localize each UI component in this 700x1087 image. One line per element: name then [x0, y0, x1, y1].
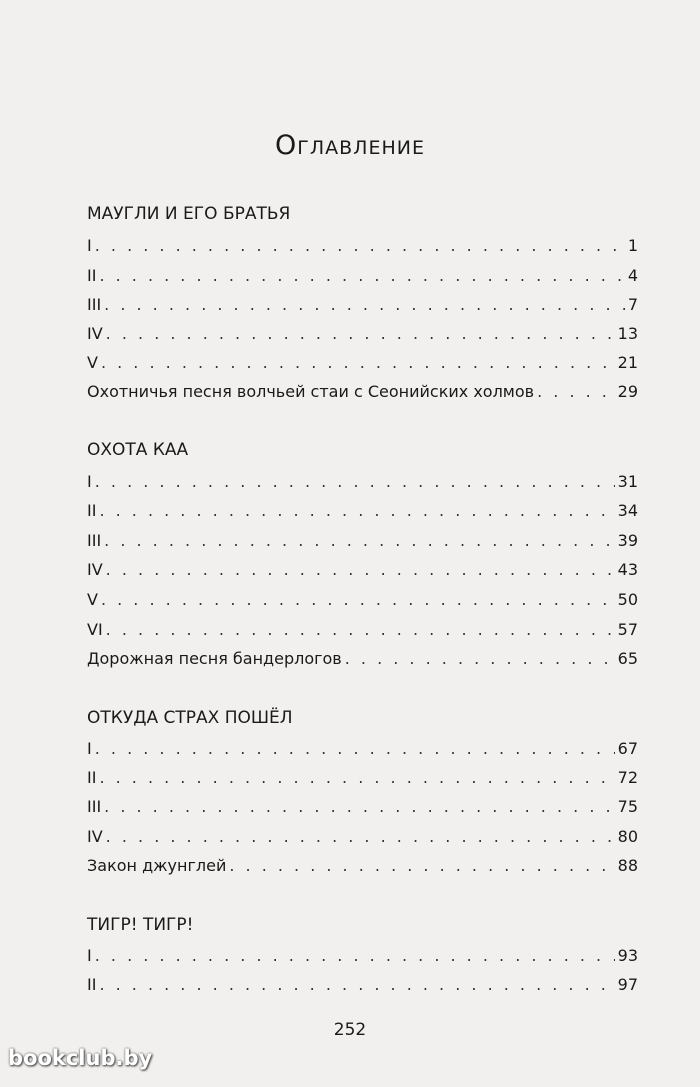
leader-dots — [537, 379, 615, 405]
entry-label: II — [87, 266, 97, 285]
entry-label: I — [87, 739, 92, 758]
leader-dots — [99, 972, 614, 998]
leader-dots — [95, 943, 615, 969]
entry-label: I — [87, 946, 92, 965]
entry-page: 1 — [627, 236, 638, 255]
toc-entry — [87, 853, 638, 879]
toc-entry — [87, 824, 638, 850]
entry-page: 50 — [617, 590, 638, 609]
leader-dots — [99, 498, 614, 524]
leader-dots — [104, 528, 614, 554]
entry-label: Дорожная песня бандерлогов — [87, 649, 342, 668]
entry-label: VI — [87, 620, 103, 639]
leader-dots — [106, 617, 615, 643]
toc-entry — [87, 469, 638, 495]
entry-page: 93 — [617, 946, 638, 965]
toc-entry — [87, 292, 638, 318]
section-title: МАУГЛИ И ЕГО БРАТЬЯ — [87, 204, 291, 224]
entry-page: 29 — [617, 382, 638, 401]
entry-label: IV — [87, 827, 103, 846]
page-number: 252 — [333, 1020, 367, 1040]
entry-page: 67 — [617, 739, 638, 758]
leader-dots — [345, 646, 615, 672]
entry-page: 21 — [617, 353, 638, 372]
toc-entry — [87, 587, 638, 613]
leader-dots — [99, 263, 624, 289]
entry-page: 4 — [627, 266, 638, 285]
leader-dots — [95, 233, 625, 259]
toc-entry — [87, 794, 638, 820]
entry-page: 39 — [617, 531, 638, 550]
toc-entry — [87, 233, 638, 259]
entry-label: Охотничья песня волчьей стаи с Сеонийских холмов — [87, 382, 535, 401]
entry-label: II — [87, 501, 97, 520]
leader-dots — [99, 765, 614, 791]
entry-label: I — [87, 472, 92, 491]
watermark-logo: bookclub.by — [8, 1046, 153, 1070]
entry-label: II — [87, 768, 97, 787]
entry-page: 80 — [617, 827, 638, 846]
entry-label: IV — [87, 324, 103, 343]
page-title: Оглавление — [275, 130, 425, 161]
entry-page: 13 — [617, 324, 638, 343]
leader-dots — [104, 292, 625, 318]
toc-entry — [87, 528, 638, 554]
section-title: ТИГР! ТИГР! — [87, 915, 194, 935]
toc-entry — [87, 736, 638, 762]
toc-entry — [87, 646, 638, 672]
entry-label: Закон джунглей — [87, 856, 227, 875]
entry-label: III — [87, 531, 102, 550]
leader-dots — [106, 321, 615, 347]
entry-page: 31 — [617, 472, 638, 491]
section-title: ОХОТА КАА — [87, 440, 189, 460]
entry-label: III — [87, 295, 102, 314]
toc-entry — [87, 765, 638, 791]
toc-entry — [87, 972, 638, 998]
leader-dots — [101, 587, 615, 613]
toc-entry — [87, 379, 638, 405]
toc-entry — [87, 617, 638, 643]
leader-dots — [106, 824, 615, 850]
leader-dots — [101, 350, 615, 376]
toc-entry — [87, 321, 638, 347]
entry-label: III — [87, 797, 102, 816]
entry-label: I — [87, 236, 92, 255]
toc-entry — [87, 943, 638, 969]
entry-label: V — [87, 353, 98, 372]
entry-page: 97 — [617, 975, 638, 994]
entry-page: 65 — [617, 649, 638, 668]
entry-label: II — [87, 975, 97, 994]
toc-entry — [87, 263, 638, 289]
leader-dots — [95, 736, 615, 762]
leader-dots — [95, 469, 615, 495]
toc-entry — [87, 350, 638, 376]
toc-entry — [87, 557, 638, 583]
leader-dots — [229, 853, 614, 879]
leader-dots — [104, 794, 614, 820]
entry-page: 88 — [617, 856, 638, 875]
entry-label: IV — [87, 560, 103, 579]
entry-page: 34 — [617, 501, 638, 520]
entry-page: 57 — [617, 620, 638, 639]
entry-page: 7 — [627, 295, 638, 314]
entry-page: 72 — [617, 768, 638, 787]
entry-page: 43 — [617, 560, 638, 579]
toc-entry — [87, 498, 638, 524]
entry-label: V — [87, 590, 98, 609]
entry-page: 75 — [617, 797, 638, 816]
leader-dots — [106, 557, 615, 583]
section-title: ОТКУДА СТРАХ ПОШЁЛ — [87, 708, 293, 728]
